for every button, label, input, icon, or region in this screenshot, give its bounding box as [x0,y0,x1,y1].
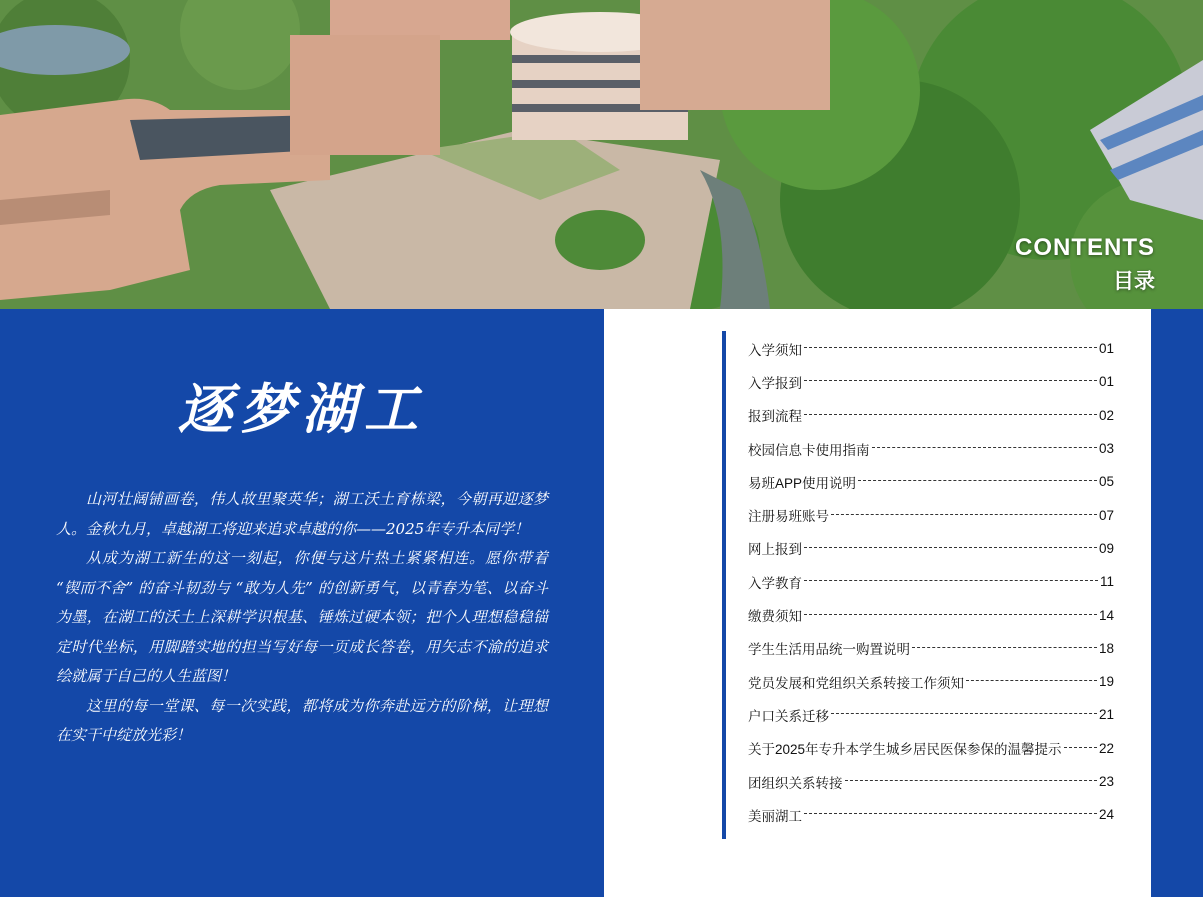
toc-item-page: 21 [1098,707,1114,723]
hero-photo [0,0,1203,309]
toc-item[interactable] [748,732,1114,765]
toc-leader-dots [912,647,1097,648]
toc-item-label: 入学报到 [748,375,802,391]
toc-item-label: 网上报到 [748,542,802,558]
toc-item-page: 14 [1098,607,1114,623]
toc-item-page: 18 [1098,640,1114,656]
toc-item-page: 02 [1098,407,1114,423]
right-blue-stripe [1151,309,1203,897]
toc-item-page: 23 [1098,774,1114,789]
toc-item-label: 党员发展和党组织关系转接工作须知 [748,675,964,691]
toc-item[interactable] [748,665,1114,698]
toc-item[interactable] [748,399,1114,432]
toc-item-label: 美丽湖工 [748,808,802,824]
toc-leader-dots [845,780,1097,781]
toc-item[interactable] [748,332,1114,365]
toc-item-label: 户口关系迁移 [748,708,829,724]
toc-item[interactable] [748,432,1114,465]
toc-item[interactable] [748,498,1114,531]
toc-item[interactable] [748,698,1114,731]
toc-item-label: 注册易班账号 [748,509,829,525]
toc-item-page: 07 [1098,507,1114,523]
toc-item-label: 团组织关系转接 [748,775,843,791]
toc-item-page: 19 [1098,674,1114,690]
toc-item[interactable] [748,598,1114,631]
toc-item-page: 05 [1098,474,1114,490]
intro-paragraph: 山河壮阔铺画卷，伟人故里聚英华；湖工沃土育栋梁，今朝再迎逐梦人。金秋九月，卓越湖工将迎来追求卓越的你——2025年专升本同学！ [56,490,548,538]
toc-item-label: 关于2025年专升本学生城乡居民医保参保的温馨提示 [748,742,1062,758]
toc-item-label: 学生生活用品统一购置说明 [748,642,910,658]
toc-item-label: 报到流程 [748,409,802,425]
toc-leader-dots [831,713,1097,714]
toc-item-page: 01 [1098,341,1114,357]
contents-heading-en: CONTENTS [1015,234,1155,261]
intro-panel [0,309,604,897]
page-title: 逐梦湖工 [178,377,426,441]
toc-leader-dots [804,380,1097,381]
intro-paragraph: 从成为湖工新生的这一刻起，你便与这片热土紧紧相连。愿你带着 “锲而不舍” 的奋斗韧劲与 “敢为人先” 的创新勇气，以青春为笔、以奋斗为墨，在湖工的沃土上深耕学识根基、锤炼过硬本领；把个人理想稳稳锚定时代坐标，用脚踏实地的担当写好每一页成长答卷，用矢志不渝的追求绘就属于自己的人生蓝图！ [56,549,548,685]
contents-heading-cn: 目录 [1113,269,1155,293]
toc-item[interactable] [748,798,1114,831]
toc-accent-bar [722,331,726,839]
toc-leader-dots [804,347,1097,348]
aerial-campus-illustration [0,0,1203,309]
toc-leader-dots [1064,747,1097,748]
toc-item[interactable] [748,532,1114,565]
toc-item-label: 校园信息卡使用指南 [748,442,870,458]
toc-item-label: 缴费须知 [748,609,802,625]
toc-leader-dots [872,447,1097,448]
toc-leader-dots [804,614,1097,615]
toc-item[interactable] [748,765,1114,798]
table-of-contents [748,332,1114,831]
toc-item[interactable] [748,565,1114,598]
toc-leader-dots [858,480,1097,481]
toc-item[interactable] [748,632,1114,665]
toc-item-page: 03 [1098,441,1114,457]
toc-leader-dots [831,514,1097,515]
toc-item[interactable] [748,465,1114,498]
toc-item-label: 入学须知 [748,342,802,358]
toc-leader-dots [966,680,1097,681]
toc-item-label: 入学教育 [748,575,802,591]
toc-leader-dots [804,547,1097,548]
toc-leader-dots [804,813,1097,814]
toc-leader-dots [804,414,1097,415]
toc-item-label: 易班APP使用说明 [748,475,857,491]
toc-item-page: 01 [1098,374,1114,390]
intro-paragraph: 这里的每一堂课、每一次实践，都将成为你奔赴远方的阶梯，让理想在实干中绽放光彩！ [56,696,548,744]
toc-item-page: 22 [1098,740,1114,756]
toc-item-page: 11 [1099,574,1114,590]
toc-item-page: 09 [1098,540,1114,556]
toc-item-page: 24 [1098,807,1114,823]
intro-text [56,485,548,751]
toc-leader-dots [804,580,1098,581]
toc-item[interactable] [748,365,1114,398]
